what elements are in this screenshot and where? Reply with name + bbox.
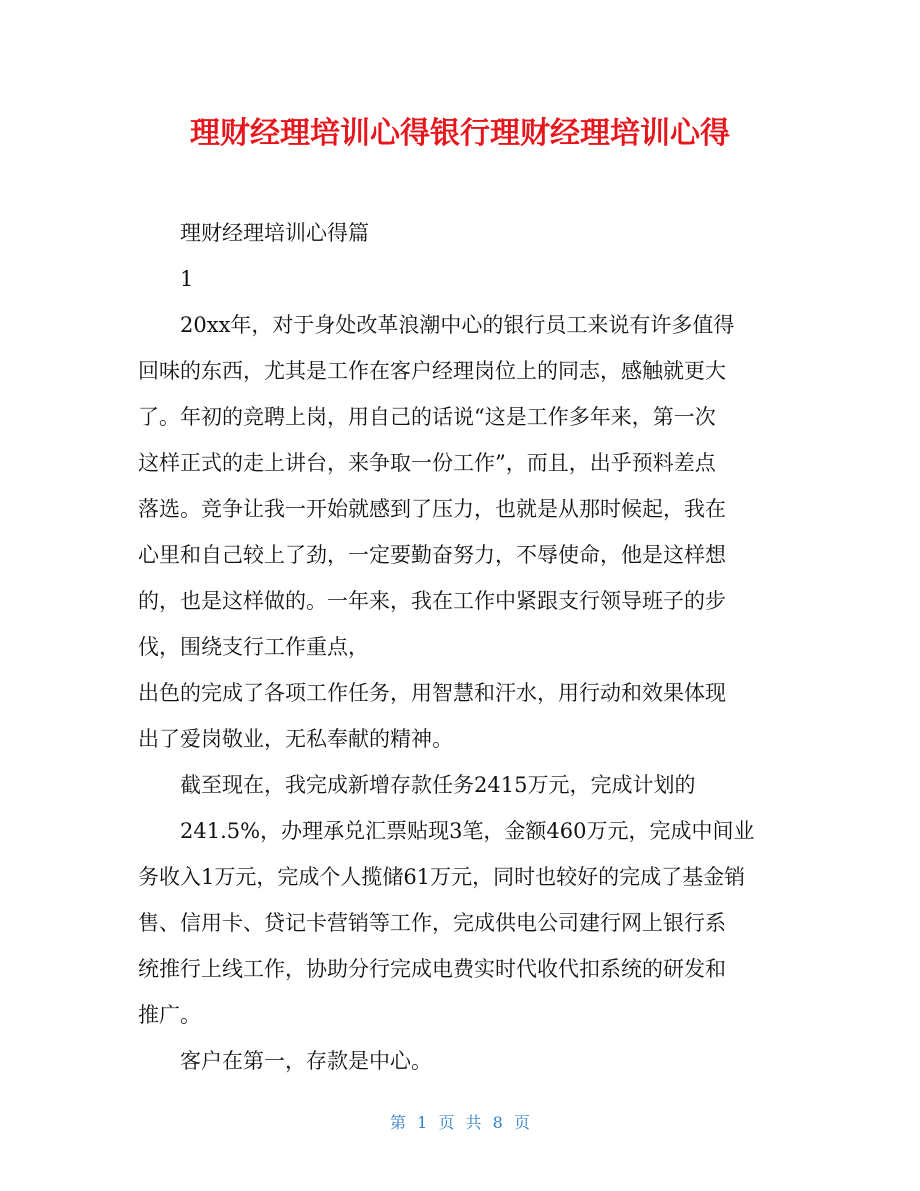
text-line: 出了爱岗敬业，无私奉献的精神。 [138, 727, 453, 751]
text-line: 20xx年，对于身处改革浪潮中心的银行员工来说有许多值得 [180, 313, 735, 337]
text-line: 的，也是这样做的。一年来，我在工作中紧跟支行领导班子的步 [138, 589, 726, 613]
text-line: 落选。竞争让我一开始就感到了压力，也就是从那时候起，我在 [138, 497, 726, 521]
text-line: 1 [180, 267, 194, 291]
text-line: 务收入1万元，完成个人揽储61万元，同时也较好的完成了基金销 [138, 865, 746, 889]
text-line: 这样正式的走上讲台，来争取一份工作”，而且，出乎预料差点 [138, 451, 716, 475]
text-line: 售、信用卡、贷记卡营销等工作，完成供电公司建行网上银行系 [138, 911, 726, 935]
text-line: 了。年初的竞聘上岗，用自己的话说“这是工作多年来，第一次 [138, 405, 716, 429]
footer-label-di: 第 [390, 1113, 407, 1132]
current-page-number: 1 [417, 1113, 428, 1132]
total-page-count: 8 [492, 1113, 503, 1132]
text-line: 客户在第一，存款是中心。 [180, 1049, 432, 1073]
text-line: 出色的完成了各项工作任务，用智慧和汗水，用行动和效果体现 [138, 681, 726, 705]
text-line: 伐，围绕支行工作重点， [138, 635, 369, 659]
footer-label-ye: 页 [438, 1113, 455, 1132]
text-line: 241.5%，办理承兑汇票贴现3笔，金额460万元，完成中间业 [180, 819, 755, 843]
document-body [138, 210, 788, 1084]
footer-label-ye2: 页 [513, 1113, 530, 1132]
footer-label-gong: 共 [465, 1113, 482, 1132]
text-line: 心里和自己较上了劲，一定要勤奋努力，不辱使命，他是这样想 [138, 543, 726, 567]
page-footer [0, 1110, 920, 1133]
text-line: 推广。 [138, 1003, 201, 1027]
text-line: 理财经理培训心得篇 [180, 221, 369, 245]
text-line: 统推行上线工作，协助分行完成电费实时代收代扣系统的研发和 [138, 957, 726, 981]
text-line: 截至现在，我完成新增存款任务2415万元，完成计划的 [180, 773, 696, 797]
text-line: 回味的东西，尤其是工作在客户经理岗位上的同志，感触就更大 [138, 359, 726, 383]
page-title: 理财经理培训心得银行理财经理培训心得 [190, 116, 730, 151]
